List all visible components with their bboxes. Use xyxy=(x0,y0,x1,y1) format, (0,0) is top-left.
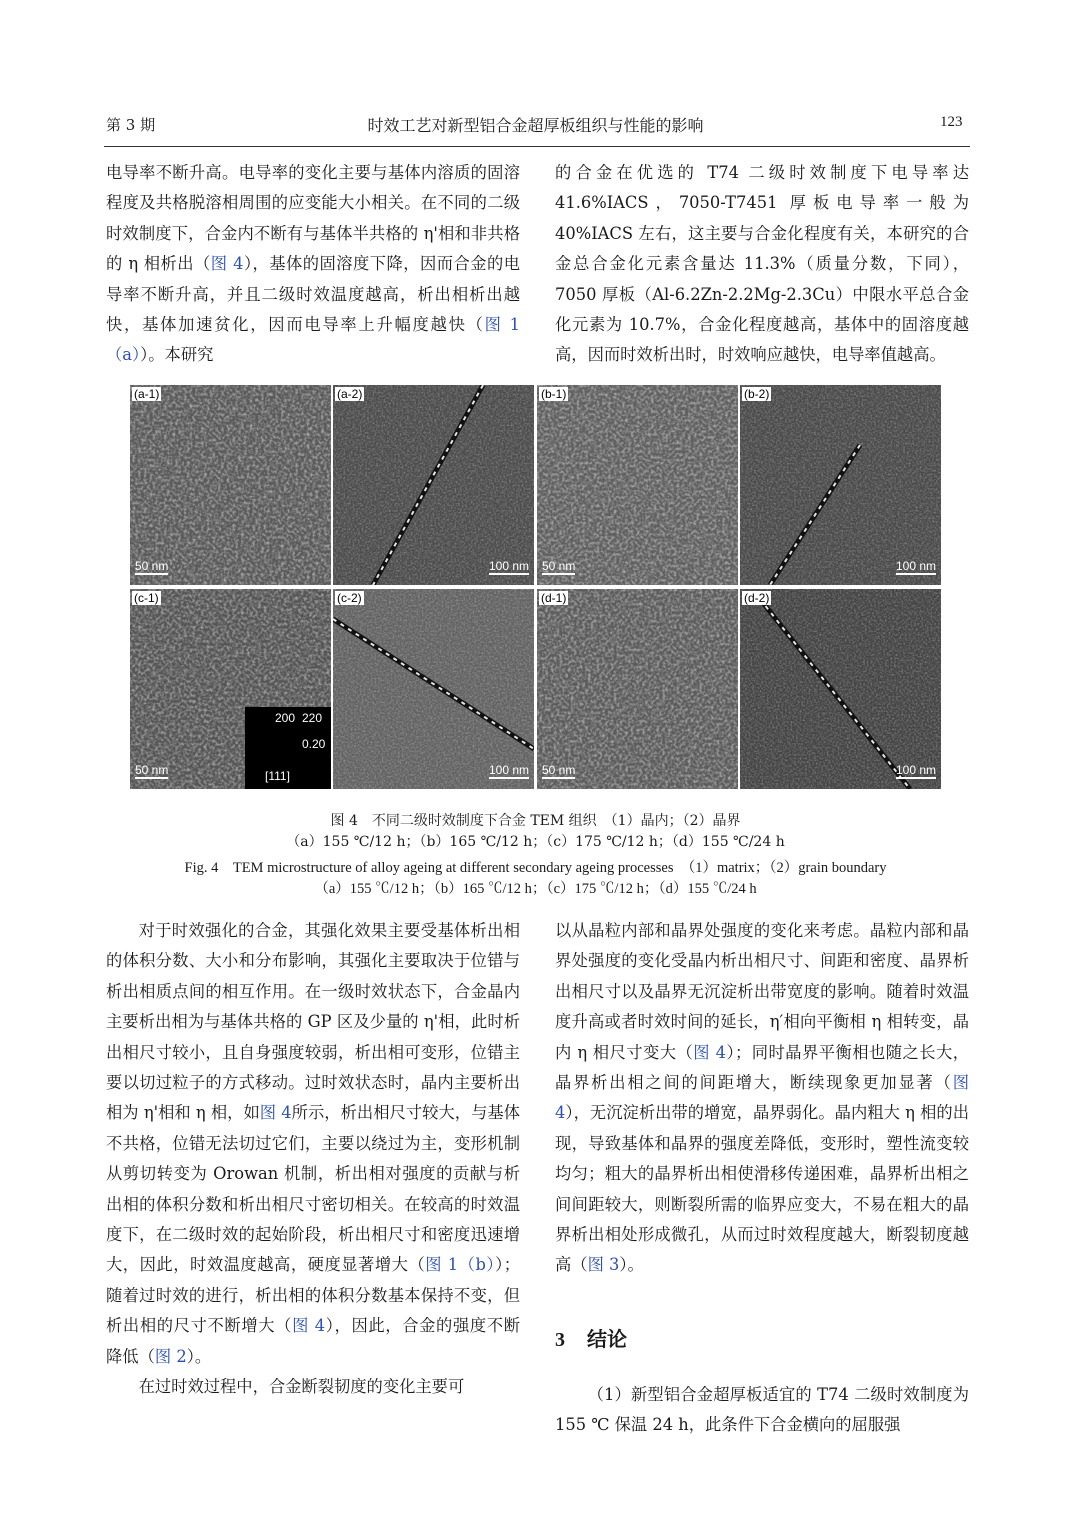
scale-bar xyxy=(896,560,936,575)
text-run: 对于时效强化的合金，其强化效果主要受基体析出相的体积分数、大小和分布影响，其强化主要取决于位错与析出相质点间的相互作用。在一级时效状态下，合金晶内主要析出相为与基体共格的 GP 区及少量的 η'相，此时析出相尺寸较小，且自身强度较弱，析出相可变形，位错主要以切过粒子的方式移动。过时效状态时，晶内主要析出相为 η'相和 η 相，如 xyxy=(106,921,520,1123)
scale-bar-line xyxy=(135,573,168,575)
text-run: ）；随着过时效的进行，析出相的体积分数基本保持不变，但析出相的尺寸不断增大（ xyxy=(106,1255,521,1336)
tem-panel-a-1 xyxy=(130,385,331,585)
micrograph-texture xyxy=(333,589,534,789)
figure-link[interactable]: 图 1（b） xyxy=(425,1255,496,1275)
text-run: ）。 xyxy=(619,1255,644,1275)
scale-bar xyxy=(542,764,575,779)
top-right-column xyxy=(555,158,969,371)
tem-panel-d-2 xyxy=(740,589,941,789)
scale-bar-label: 100 nm xyxy=(488,559,529,573)
saed-index-spot1: 200 xyxy=(275,711,296,725)
figure-link[interactable]: 图 3 xyxy=(587,1255,620,1275)
text-run: ）。本研究 xyxy=(140,345,214,365)
section-title: 结论 xyxy=(587,1327,627,1351)
text-run: 电导率不断升高。电导率的变化主要与基体内溶质的固溶程度及共格脱溶相周围的应变能大小相关。在不同的二级时效制度下，合金内不断有与基体半共格的 η'相和非共格的 η 相析出（ xyxy=(106,163,520,274)
scale-bar xyxy=(135,764,168,779)
panel-label: (c-2) xyxy=(337,591,362,605)
bottom-left-column xyxy=(106,916,520,1403)
journal-running-title: 时效工艺对新型铝合金超厚板组织与性能的影响 xyxy=(367,116,704,135)
text-run: ）。 xyxy=(186,1346,212,1366)
bottom-right-column xyxy=(555,916,969,1281)
figure-link[interactable]: 图 2 xyxy=(154,1346,187,1366)
saed-index-zone: [111] xyxy=(265,769,290,783)
panel-label: (d-1) xyxy=(541,591,567,605)
panel-label: (c-1) xyxy=(134,591,159,605)
micrograph-texture xyxy=(130,385,331,585)
text-run: 以从晶粒内部和晶界处强度的变化来考虑。晶粒内部和晶界处强度的变化受晶内析出相尺寸、间距和密度、晶界析出相尺寸以及晶界无沉淀析出带宽度的影响。随着时效温度升高或者时效时间的延长，η′相向平衡相 η 相转变，晶内 η 相尺寸变大（ xyxy=(555,921,969,1062)
text-run: ），因此，合金的强度不断降低（ xyxy=(106,1316,520,1366)
figure-caption-cn-conditions: （a）155 ℃/12 h；（b）165 ℃/12 h；（c）175 ℃/12 h；（d）155 ℃/24 h xyxy=(286,834,785,850)
scale-bar-label: 50 nm xyxy=(542,559,576,573)
scale-bar-line xyxy=(489,573,529,575)
scale-bar-line xyxy=(542,573,575,575)
scale-bar xyxy=(896,764,936,779)
scale-bar-line xyxy=(489,777,529,779)
conclusion-text xyxy=(555,1380,969,1441)
scale-bar xyxy=(135,560,168,575)
figure-caption-en: Fig. 4 TEM microstructure of alloy ageing at different secondary ageing processes （1）matrix；（2）grain boundary xyxy=(184,860,887,876)
figure-link[interactable]: 图 4 xyxy=(292,1316,326,1336)
saed-index-spot3: 0.20 xyxy=(302,737,326,751)
page-number: 123 xyxy=(940,114,963,130)
panel-label: (d-2) xyxy=(744,591,770,605)
tem-panel-c-2 xyxy=(333,589,534,789)
micrograph-texture xyxy=(537,385,738,585)
micrograph-texture xyxy=(740,589,941,789)
scale-bar-label: 100 nm xyxy=(895,559,936,573)
figure-link[interactable]: 图 4 xyxy=(259,1103,292,1123)
micrograph-texture xyxy=(740,385,941,585)
paragraph xyxy=(555,916,969,1281)
tem-panel-b-2 xyxy=(740,385,941,585)
panel-label: (b-1) xyxy=(541,387,567,401)
micrograph-texture xyxy=(537,589,738,789)
scale-bar-label: 50 nm xyxy=(542,763,576,777)
text-run: ）；同时晶界平衡相也随之长大，晶界析出相之间的间距增大，断续现象更加显著（ xyxy=(555,1042,969,1093)
tem-panel-b-1 xyxy=(537,385,738,585)
tem-panel-a-2 xyxy=(333,385,534,585)
panel-label: (a-1) xyxy=(134,387,160,401)
text-run: 所示，析出相尺寸较大，与基体不共格，位错无法切过它们，主要以绕过为主，变形机制从剪切转变为 Orowan 机制，析出相对强度的贡献与析出相的体积分数和析出相尺寸密切相关。在较高的时效温度下，在二级时效的起始阶段，析出相尺寸和密度迅速增大，因此，时效温度越高，硬度显著增大（ xyxy=(106,1103,520,1275)
scale-bar xyxy=(489,764,529,779)
text-run: ），基体的固溶度下降，因而合金的电导率不断升高，并且二级时效温度越高，析出相析出越快，基体加速贫化，因而电导率上升幅度越快（ xyxy=(106,254,520,335)
panel-label: (a-2) xyxy=(337,387,363,401)
figure-link[interactable]: 图 4 xyxy=(693,1042,726,1062)
scale-bar-label: 50 nm xyxy=(135,559,169,573)
saed-inset xyxy=(245,707,331,789)
scale-bar-label: 100 nm xyxy=(895,763,936,777)
tem-panel-c-1 xyxy=(130,589,331,789)
scale-bar xyxy=(489,560,529,575)
paragraph xyxy=(106,158,520,371)
paragraph: 的合金在优选的 T74 二级时效制度下电导率达 41.6%IACS，7050-T7451 厚板电导率一般为 40%IACS 左右，这主要与合金化程度有关，本研究的合金总合金化元素含量达 11.3%（质量分数，下同），7050 厚板（Al-6.2Zn-2.2Mg-2.3Cu）中限水平总合金化元素为 10.7%，合金化程度越高，基体中的固溶度越高，因而时效析出时，时效响应越快，电导率值越高。 xyxy=(555,163,969,365)
figure-link[interactable]: 图 4 xyxy=(555,1073,969,1123)
scale-bar-label: 100 nm xyxy=(488,763,529,777)
paragraph: （1）新型铝合金超厚板适宜的 T74 二级时效制度为 155 ℃ 保温 24 h，此条件下合金横向的屈服强 xyxy=(555,1385,969,1435)
figure-caption-cn: 图 4 不同二级时效制度下合金 TEM 组织 （1）晶内；（2）晶界 xyxy=(330,813,741,829)
figure-link[interactable]: 图 4 xyxy=(210,254,244,274)
figure-4 xyxy=(130,385,942,789)
issue-number: 第 3 期 xyxy=(106,116,156,134)
paragraph: 在过时效过程中，合金断裂韧度的变化主要可 xyxy=(138,1377,465,1397)
scale-bar-line xyxy=(896,777,936,779)
tem-panel-d-1 xyxy=(537,589,738,789)
saed-index-spot2: 220 xyxy=(302,711,323,725)
scale-bar-line xyxy=(542,777,575,779)
panel-label: (b-2) xyxy=(744,387,770,401)
scale-bar xyxy=(542,560,575,575)
scale-bar-line xyxy=(896,573,936,575)
header-rule xyxy=(104,146,970,147)
text-run: ），无沉淀析出带的增宽，晶界弱化。晶内粗大 η 相的出现，导致基体和晶界的强度差降低，变形时，塑性流变较均匀；粗大的晶界析出相使滑移传递困难，晶界析出相之间间距较大，则断裂所需的临界应变大，不易在粗大的晶界析出相处形成微孔，从而过时效程度越大，断裂韧度越高（ xyxy=(555,1103,969,1275)
top-left-column xyxy=(106,158,520,371)
section-number: 3 xyxy=(555,1329,565,1351)
micrograph-texture xyxy=(333,385,534,585)
section-heading xyxy=(555,1323,627,1352)
figure-link[interactable]: 图 1（a） xyxy=(106,315,520,365)
paragraph xyxy=(106,916,520,1372)
scale-bar-label: 50 nm xyxy=(135,763,169,777)
scale-bar-line xyxy=(135,777,168,779)
figure-caption-en-conditions: （a）155 ℃/12 h；（b）165 ℃/12 h；（c）175 ℃/12 h；（d）155 ℃/24 h xyxy=(314,881,757,897)
